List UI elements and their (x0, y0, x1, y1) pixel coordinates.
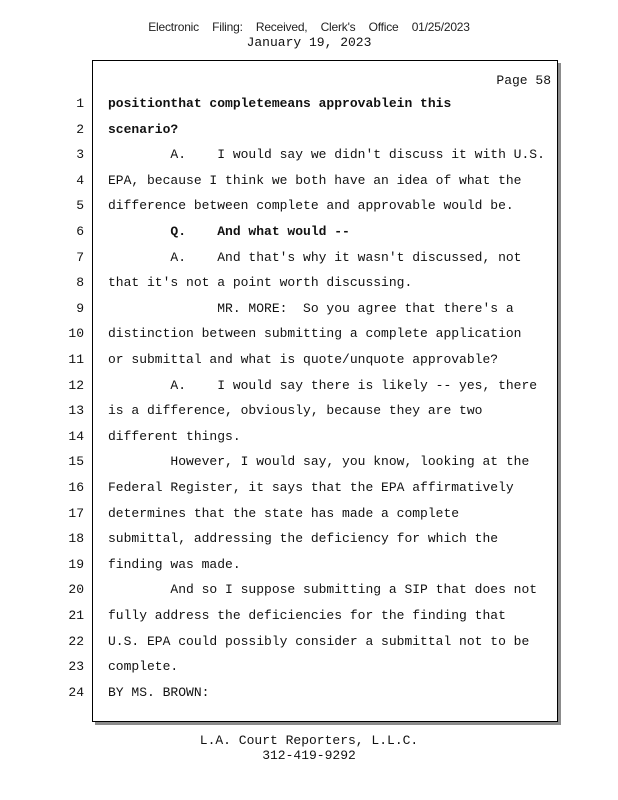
line-number: 24 (68, 685, 84, 700)
transcript-line: positionthat completemeans approvablein this (108, 96, 452, 111)
line-number: 20 (68, 582, 84, 597)
line-number: 21 (68, 608, 84, 623)
transcript-line: U.S. EPA could possibly consider a submittal not to be (108, 634, 530, 649)
transcript-line: finding was made. (108, 557, 241, 572)
line-number: 23 (68, 659, 84, 674)
line-number: 6 (76, 224, 84, 239)
line-number: 19 (68, 557, 84, 572)
transcript-line: submittal, addressing the deficiency for which the (108, 531, 499, 546)
footer-phone: 312-419-9292 (262, 748, 356, 763)
line-number: 13 (68, 403, 84, 418)
line-number: 9 (76, 301, 84, 316)
line-number: 5 (76, 198, 84, 213)
filing-stamp (0, 20, 618, 34)
line-number: 22 (68, 634, 84, 649)
transcript-line: EPA, because I think we both have an idea of what the (108, 173, 522, 188)
transcript-line: determines that the state has made a complete (108, 506, 460, 521)
stamp-filing: Filing: (212, 20, 243, 34)
line-number: 3 (76, 147, 84, 162)
deposition-date: January 19, 2023 (246, 35, 372, 50)
line-number: 17 (68, 506, 84, 521)
line-number: 8 (76, 275, 84, 290)
transcript-line: difference between complete and approvable would be. (108, 198, 514, 213)
transcript-line: A. I would say we didn't discuss it with U.S. (108, 147, 545, 162)
line-number: 15 (68, 454, 84, 469)
transcript-line: complete. (108, 659, 179, 674)
line-number: 16 (68, 480, 84, 495)
line-number: 10 (68, 326, 84, 341)
line-number: 14 (68, 429, 84, 444)
line-number: 4 (76, 173, 84, 188)
transcript-line: Federal Register, it says that the EPA affirmatively (108, 480, 514, 495)
stamp-date: 01/25/2023 (411, 20, 470, 34)
line-number: 18 (68, 531, 84, 546)
transcript-line: And so I suppose submitting a SIP that does not (108, 582, 538, 597)
transcript-line: or submittal and what is quote/unquote approvable? (108, 352, 499, 367)
transcript-line: that it's not a point worth discussing. (108, 275, 413, 290)
line-number: 11 (68, 352, 84, 367)
stamp-received: Received, (255, 20, 308, 34)
transcript-line: A. And that's why it wasn't discussed, not (108, 250, 522, 265)
transcript-line: However, I would say, you know, looking at the (108, 454, 530, 469)
page-number: Page 58 (496, 73, 551, 88)
transcript-line: BY MS. BROWN: (108, 685, 210, 700)
transcript-line: fully address the deficiencies for the finding that (108, 608, 506, 623)
stamp-office: Office (368, 20, 399, 34)
transcript-line: A. I would say there is likely -- yes, there (108, 378, 538, 393)
transcript-line: is a difference, obviously, because they are two (108, 403, 483, 418)
stamp-clerks: Clerk's (320, 20, 356, 34)
footer-company: L.A. Court Reporters, L.L.C. (199, 733, 419, 748)
transcript-line: Q. And what would -- (108, 224, 350, 239)
transcript-line: distinction between submitting a complete application (108, 326, 522, 341)
transcript-line: MR. MORE: So you agree that there's a (108, 301, 514, 316)
line-number: 12 (68, 378, 84, 393)
transcript-line: different things. (108, 429, 241, 444)
transcript-line: scenario? (108, 122, 179, 137)
line-number: 7 (76, 250, 84, 265)
line-number: 1 (76, 96, 84, 111)
line-number: 2 (76, 122, 84, 137)
stamp-electronic: Electronic (148, 20, 199, 34)
